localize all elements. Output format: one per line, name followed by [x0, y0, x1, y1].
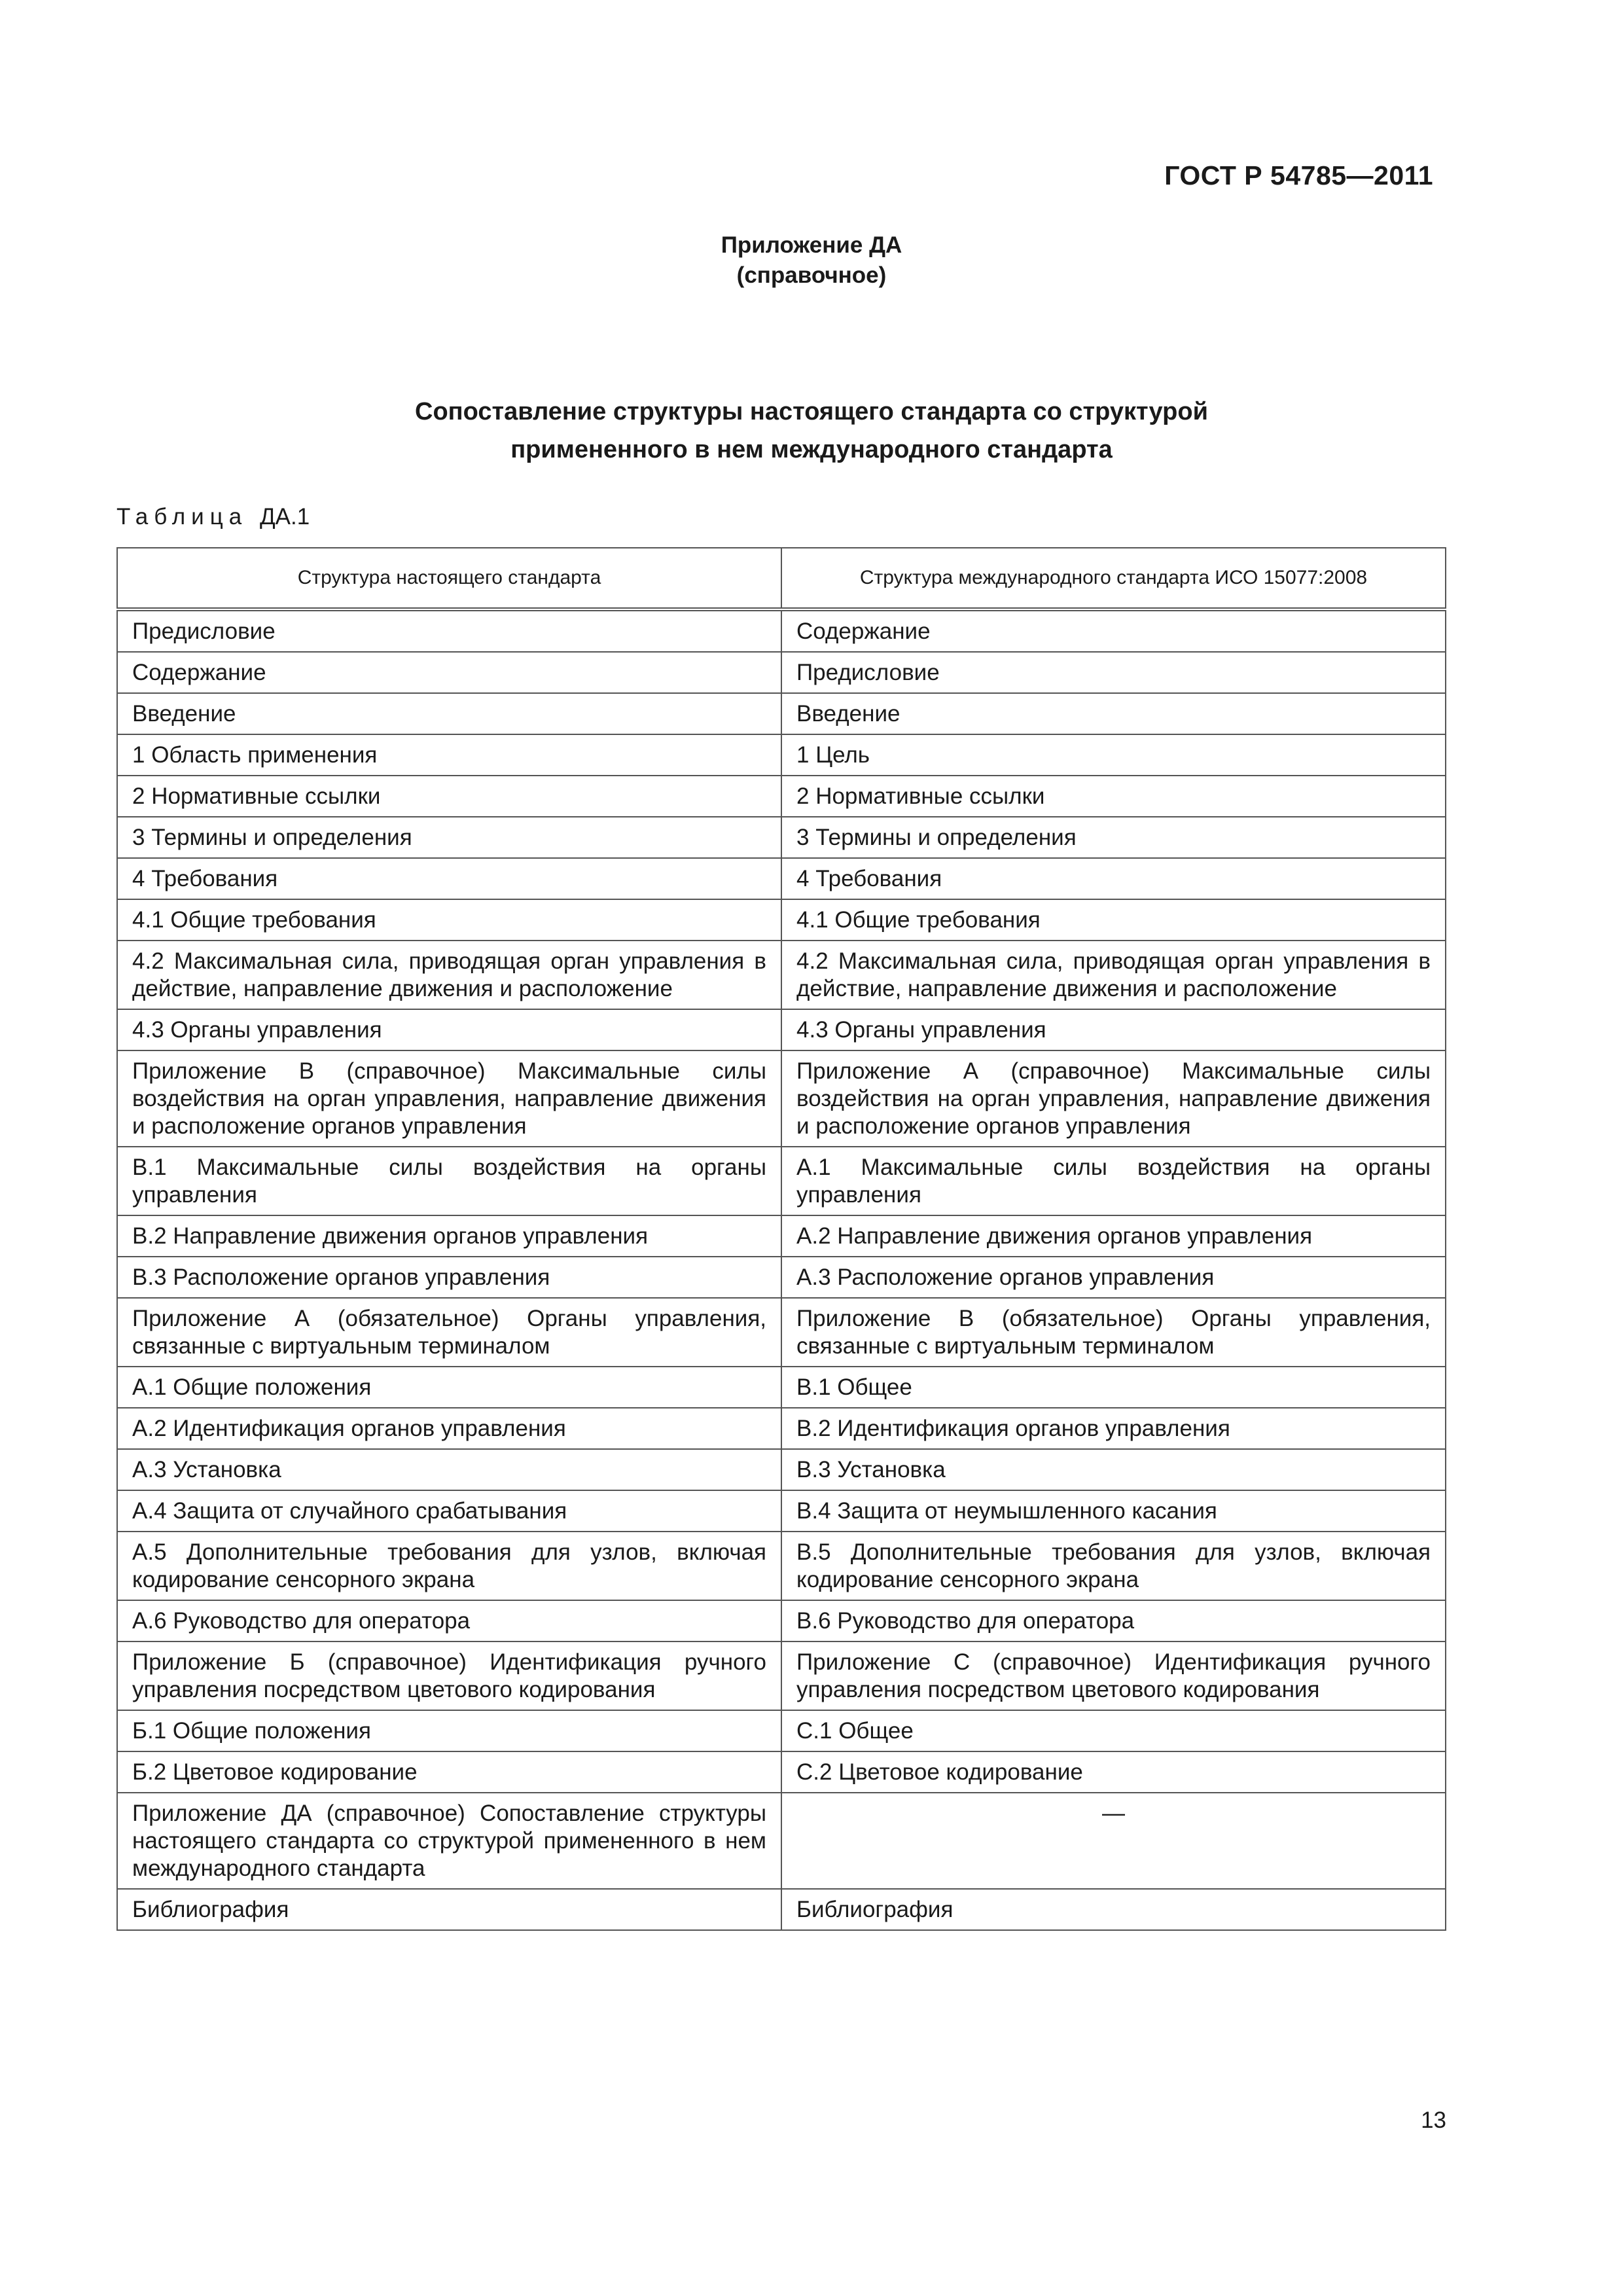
cell-national-structure: В.2 Направление движения органов управления: [117, 1215, 781, 1257]
header-international-standard: Структура международного стандарта ИСО 15077:2008: [781, 548, 1446, 609]
cell-international-structure: В.3 Установка: [781, 1449, 1446, 1490]
table-title-line-1: Сопоставление структуры настоящего стандарта со структурой: [415, 398, 1208, 425]
cell-international-structure: В.5 Дополнительные требования для узлов, включая кодирование сенсорного экрана: [781, 1532, 1446, 1600]
table-title-line-2: примененного в нем международного стандарта: [510, 436, 1113, 463]
cell-national-structure: 1 Область применения: [117, 734, 781, 776]
cell-international-structure: 2 Нормативные ссылки: [781, 776, 1446, 817]
cell-national-structure: А.3 Установка: [117, 1449, 781, 1490]
cell-international-structure: С.1 Общее: [781, 1710, 1446, 1751]
table-row: [117, 1298, 1446, 1367]
table-row: [117, 1408, 1446, 1449]
cell-international-structure: 4.3 Органы управления: [781, 1009, 1446, 1050]
table-row: [117, 1532, 1446, 1600]
table-label: [116, 504, 310, 530]
table-row: [117, 1257, 1446, 1298]
cell-international-structure: 4.1 Общие требования: [781, 899, 1446, 941]
cell-international-structure: В.6 Руководство для оператора: [781, 1600, 1446, 1641]
cell-international-structure: 1 Цель: [781, 734, 1446, 776]
table-row: [117, 1009, 1446, 1050]
table-row: [117, 858, 1446, 899]
cell-international-structure: В.4 Защита от неумышленного касания: [781, 1490, 1446, 1532]
cell-national-structure: А.2 Идентификация органов управления: [117, 1408, 781, 1449]
cell-national-structure: Приложение ДА (справочное) Сопоставление структуры настоящего стандарта со структурой примененного в нем международного стандарта: [117, 1793, 781, 1889]
table-row: [117, 941, 1446, 1009]
cell-national-structure: Приложение А (обязательное) Органы управления, связанные с виртуальным терминалом: [117, 1298, 781, 1367]
annex-heading: [0, 230, 1623, 291]
cell-international-structure: —: [781, 1793, 1446, 1889]
table-title: [0, 393, 1623, 469]
table-row: [117, 609, 1446, 652]
cell-international-structure: В.2 Идентификация органов управления: [781, 1408, 1446, 1449]
cell-national-structure: Б.2 Цветовое кодирование: [117, 1751, 781, 1793]
annex-title: Приложение ДА: [721, 232, 902, 258]
cell-international-structure: А.1 Максимальные силы воздействия на органы управления: [781, 1147, 1446, 1215]
table-row: [117, 1710, 1446, 1751]
cell-national-structure: В.1 Максимальные силы воздействия на органы управления: [117, 1147, 781, 1215]
cell-international-structure: Предисловие: [781, 652, 1446, 693]
cell-national-structure: 4.3 Органы управления: [117, 1009, 781, 1050]
comparison-table-container: [116, 547, 1445, 1931]
cell-national-structure: Б.1 Общие положения: [117, 1710, 781, 1751]
table-row: [117, 1215, 1446, 1257]
table-row: [117, 1600, 1446, 1641]
table-row: [117, 1050, 1446, 1147]
cell-international-structure: 3 Термины и определения: [781, 817, 1446, 858]
table-row: [117, 899, 1446, 941]
cell-national-structure: А.4 Защита от случайного срабатывания: [117, 1490, 781, 1532]
cell-national-structure: 2 Нормативные ссылки: [117, 776, 781, 817]
cell-national-structure: В.3 Расположение органов управления: [117, 1257, 781, 1298]
cell-national-structure: А.5 Дополнительные требования для узлов, включая кодирование сенсорного экрана: [117, 1532, 781, 1600]
cell-international-structure: В.1 Общее: [781, 1367, 1446, 1408]
cell-international-structure: Приложение А (справочное) Максимальные силы воздействия на орган управления, направление движения и расположение органов управления: [781, 1050, 1446, 1147]
cell-international-structure: Введение: [781, 693, 1446, 734]
table-row: [117, 1147, 1446, 1215]
cell-national-structure: 4 Требования: [117, 858, 781, 899]
table-row: [117, 1751, 1446, 1793]
table-row: [117, 776, 1446, 817]
table-row: [117, 652, 1446, 693]
table-header-row: [117, 548, 1446, 609]
cell-national-structure: Содержание: [117, 652, 781, 693]
table-row: [117, 1449, 1446, 1490]
cell-national-structure: А.6 Руководство для оператора: [117, 1600, 781, 1641]
table-row: [117, 1367, 1446, 1408]
cell-international-structure: Библиография: [781, 1889, 1446, 1930]
table-row: [117, 693, 1446, 734]
cell-international-structure: А.2 Направление движения органов управления: [781, 1215, 1446, 1257]
table-label-word: Таблица: [116, 504, 248, 529]
table-body: [117, 609, 1446, 1930]
annex-subtitle: (справочное): [736, 262, 887, 288]
document-code: ГОСТ Р 54785—2011: [1164, 160, 1433, 190]
table-label-number: ДА.1: [259, 504, 310, 529]
header-national-standard: Структура настоящего стандарта: [117, 548, 781, 609]
cell-national-structure: Введение: [117, 693, 781, 734]
cell-international-structure: Приложение С (справочное) Идентификация ручного управления посредством цветового кодирования: [781, 1641, 1446, 1710]
table-row: [117, 817, 1446, 858]
cell-national-structure: Приложение Б (справочное) Идентификация ручного управления посредством цветового кодирования: [117, 1641, 781, 1710]
cell-national-structure: 3 Термины и определения: [117, 817, 781, 858]
cell-international-structure: 4 Требования: [781, 858, 1446, 899]
cell-national-structure: Предисловие: [117, 609, 781, 652]
table-row: [117, 734, 1446, 776]
cell-international-structure: 4.2 Максимальная сила, приводящая орган управления в действие, направление движения и расположение: [781, 941, 1446, 1009]
cell-international-structure: А.3 Расположение органов управления: [781, 1257, 1446, 1298]
cell-international-structure: С.2 Цветовое кодирование: [781, 1751, 1446, 1793]
page-number: 13: [1421, 2108, 1446, 2133]
cell-national-structure: Приложение В (справочное) Максимальные силы воздействия на орган управления, направление движения и расположение органов управления: [117, 1050, 781, 1147]
cell-international-structure: Приложение В (обязательное) Органы управления, связанные с виртуальным терминалом: [781, 1298, 1446, 1367]
cell-international-structure: Содержание: [781, 609, 1446, 652]
table-row: [117, 1490, 1446, 1532]
comparison-table: [116, 547, 1446, 1931]
table-row: [117, 1641, 1446, 1710]
table-row: [117, 1889, 1446, 1930]
cell-national-structure: Библиография: [117, 1889, 781, 1930]
table-row: [117, 1793, 1446, 1889]
cell-national-structure: А.1 Общие положения: [117, 1367, 781, 1408]
cell-national-structure: 4.1 Общие требования: [117, 899, 781, 941]
cell-national-structure: 4.2 Максимальная сила, приводящая орган управления в действие, направление движения и расположение: [117, 941, 781, 1009]
